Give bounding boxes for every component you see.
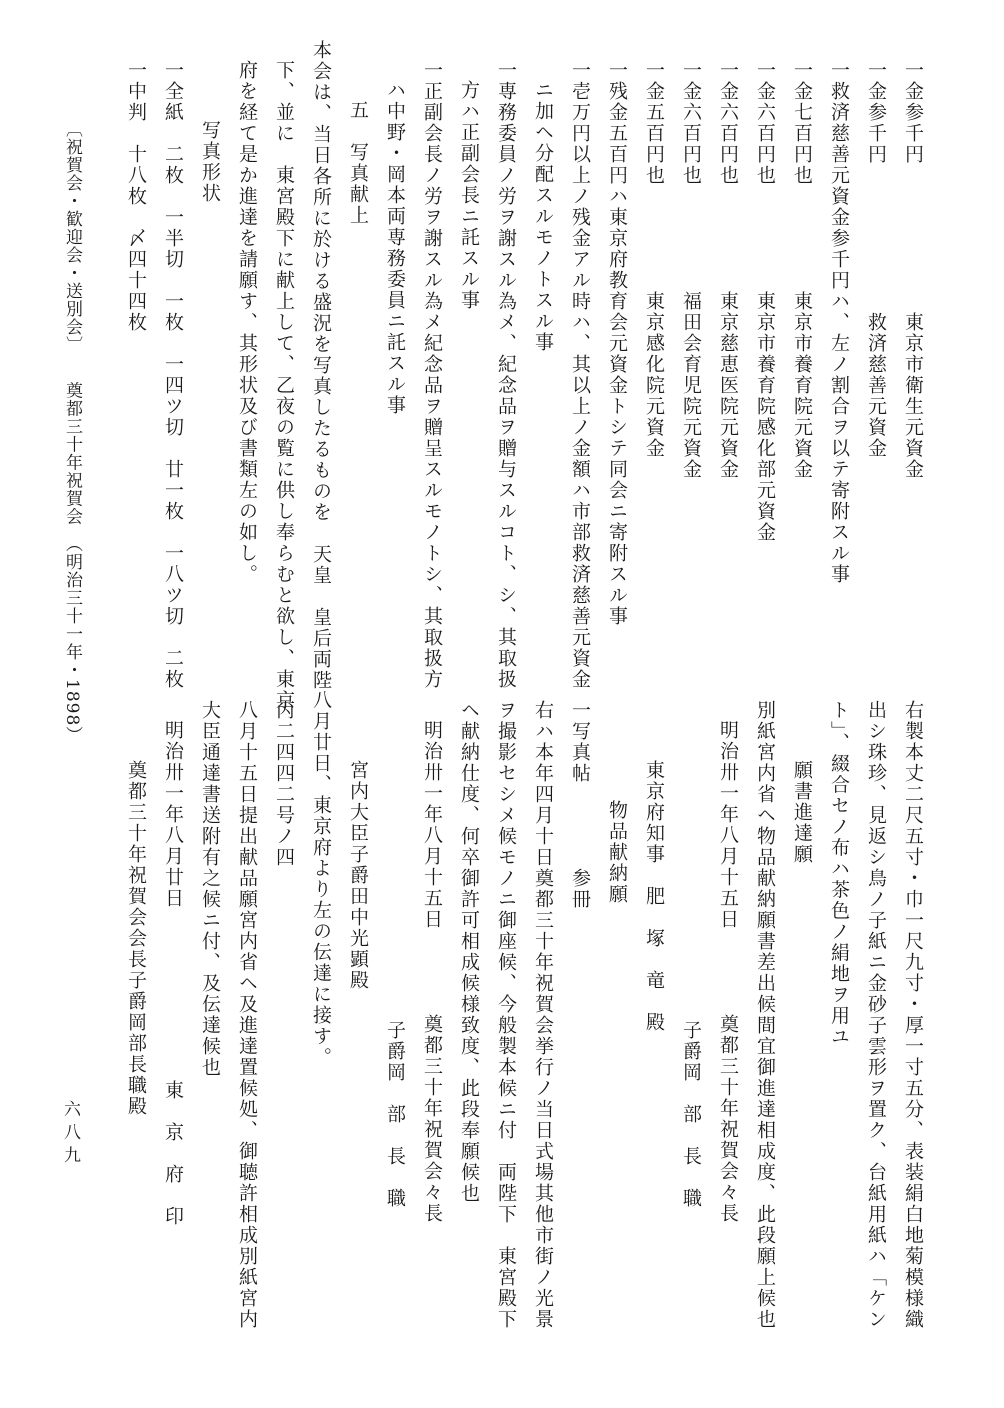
donation-title: 物品献納願: [606, 800, 628, 905]
lower-line-14: 宮内大臣子爵田中光顕殿: [347, 760, 369, 991]
signature-1: 子爵岡 部 長 職: [680, 1020, 702, 1209]
upper-line-19: 府を経て是か進達を請願す、其形状及び書類左の如し。: [236, 60, 258, 585]
upper-line-8: 一金五百円也 東京感化院元資金: [643, 60, 665, 459]
lower-line-18: 大臣通達書送附有之候ニ付、及伝達候也: [199, 700, 221, 1078]
upper-line-4: 一金七百円也 東京市養育院元資金: [791, 60, 813, 480]
upper-line-15: ハ中野・岡本両専務委員ニ託スル事: [384, 80, 406, 416]
lower-line-10: 右ハ本年四月十日奠都三十年祝賀会挙行ノ当日式場其他市街ノ光景: [532, 700, 554, 1330]
photo-format-heading: 写真形状: [199, 120, 221, 204]
upper-line-11: ニ加ヘ分配スルモノトスル事: [532, 80, 554, 353]
signature-2: 子爵岡 部 長 職: [384, 1020, 406, 1209]
petition-title: 願書進達願: [791, 760, 813, 865]
lower-line-20: 奠都三十年祝賀会会長子爵岡部長職殿: [125, 760, 147, 1117]
lower-line-9: 一写真帖 参冊: [569, 700, 591, 910]
lower-line-11: ヲ撮影セシメ候モノニ御座候、今般製本候ニ付 両陛下 東宮殿下: [495, 700, 517, 1330]
upper-line-6: 一金六百円也 東京慈恵医院元資金: [717, 60, 739, 480]
lower-line-6: 明治卅一年八月十五日 奠都三十年祝賀会々長: [717, 720, 739, 1224]
upper-line-2: 一金参千円 救済慈善元資金: [865, 60, 887, 459]
upper-line-1: 一金参千円 東京市衛生元資金: [902, 60, 924, 480]
lower-line-19: 明治卅一年八月廿日: [162, 720, 184, 909]
lower-line-15: 八月廿日、東京府より左の伝達に接す。: [310, 690, 332, 1068]
upper-line-9: 一残金五百円ハ東京府教育会元資金トシテ同会ニ寄附スル事: [606, 60, 628, 627]
lower-line-12: ヘ献納仕度、何卒御許可相成候様致度、此段奉願候也: [458, 700, 480, 1204]
upper-line-3: 一救済慈善元資金参千円ハ、左ノ割合ヲ以テ寄附スル事: [828, 60, 850, 585]
section-heading-photo: 五 写真献上: [347, 100, 369, 226]
upper-line-14: 一正副会長ノ労ヲ謝スル為メ紀念品ヲ贈呈スルモノトシ、其取扱方: [421, 60, 443, 690]
upper-line-17: 本会は、当日各所に於ける盛況を写真したるものを 天皇 皇后両陛: [310, 40, 332, 691]
upper-line-22: 一中判 十八枚 〆四十四枚: [125, 60, 147, 333]
upper-line-18: 下、並に 東宮殿下に献上して、乙夜の覧に供し奉らむと欲し、東京: [273, 60, 295, 711]
upper-line-21: 一全紙 二枚 一半切 一枚 一四ツ切 廿一枚 一八ツ切 二枚: [162, 60, 184, 690]
lower-line-3: ト」、綴合セノ布ハ茶色ノ絹地ヲ用ユ: [828, 700, 850, 1048]
lower-line-7: 東京府知事 肥 塚 竜 殿: [643, 760, 665, 1033]
lower-line-5: 別紙宮内省ヘ物品献納願書差出候間宜御進達相成度、此段願上候也: [754, 700, 776, 1330]
lower-line-17: 八月十五日提出献品願宮内省ヘ及進達置候処、御聴許相成別紙宮内: [236, 700, 258, 1330]
lower-line-16: 丙二四四二号ノ四: [273, 700, 295, 868]
upper-line-10: 一壱万円以上ノ残金アル時ハ、其以上ノ金額ハ市部救済慈善元資金: [569, 60, 591, 690]
running-header: 〔祝賀会・歓迎会・送別会〕 奠都三十年祝賀会 （明治三十一年・1898）: [62, 120, 82, 745]
seal-tokyo-fu: 東 京 府 印: [162, 1080, 184, 1227]
upper-line-12: 一専務委員ノ労ヲ謝スル為メ、紀念品ヲ贈与スルコト、シ、其取扱: [495, 60, 517, 690]
page-number: 六八九: [60, 1100, 80, 1169]
upper-line-5: 一金六百円也 東京市養育院感化部元資金: [754, 60, 776, 543]
lower-line-2: 出シ珠珍、見返シ鳥ノ子紙ニ金砂子雲形ヲ置ク、台紙用紙ハ「ケン: [865, 700, 887, 1330]
upper-line-7: 一金六百円也 福田会育児院元資金: [680, 60, 702, 480]
lower-line-13: 明治卅一年八月十五日 奠都三十年祝賀会々長: [421, 720, 443, 1224]
upper-line-13: 方ハ正副会長ニ託スル事: [458, 80, 480, 311]
lower-line-1: 右製本丈二尺五寸・巾一尺九寸・厚一寸五分、表装絹白地菊模様織: [902, 700, 924, 1330]
